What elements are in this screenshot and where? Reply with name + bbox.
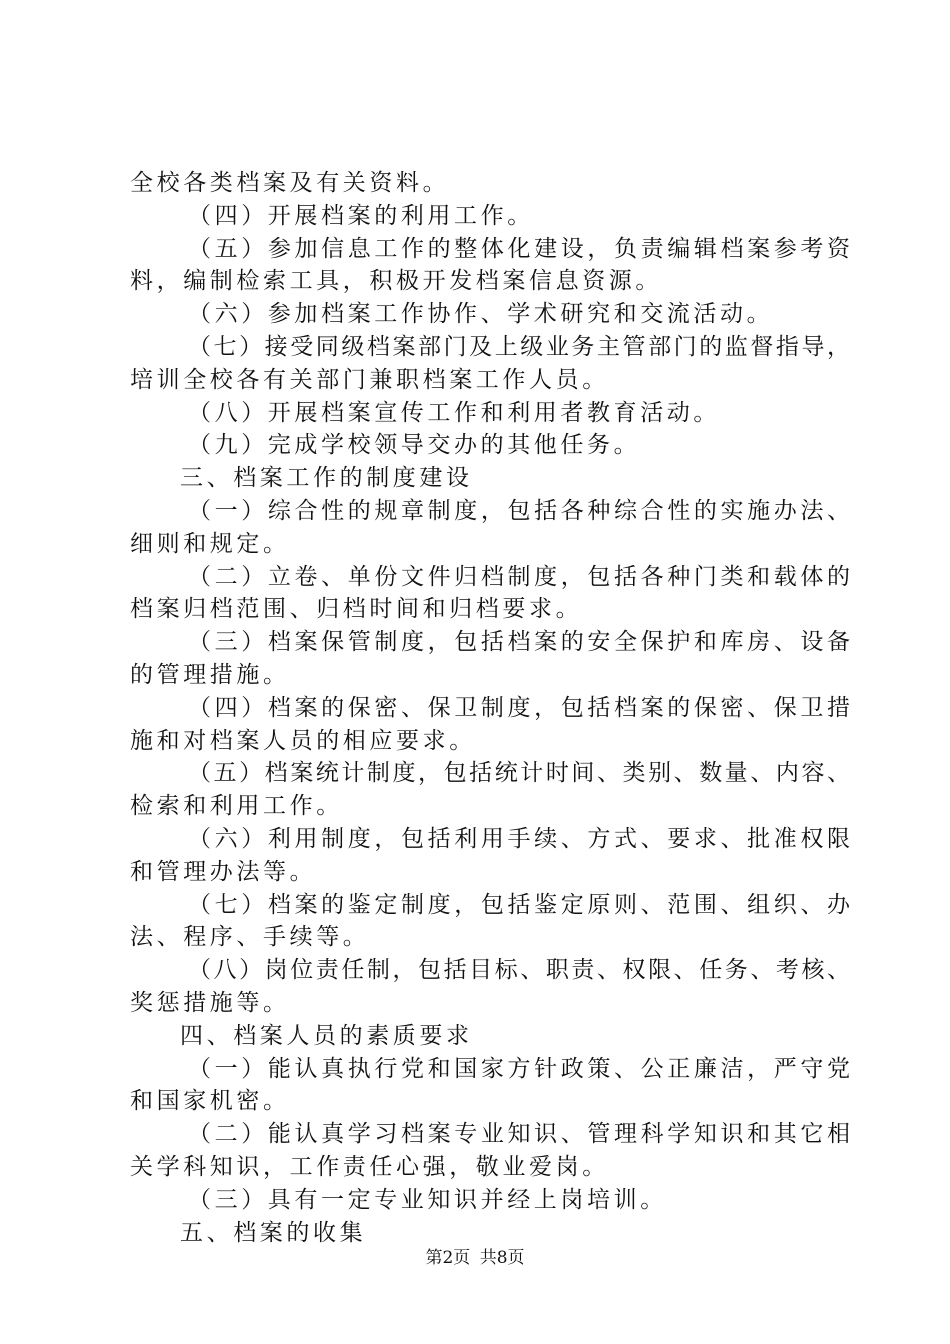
text-line: （六）利用制度，包括利用手续、方式、要求、批准权限	[188, 825, 850, 852]
text-line: 关学科知识，工作责任心强，敬业爱岗。	[130, 1153, 609, 1180]
text-line: （一）能认真执行党和国家方针政策、公正廉洁，严守党	[188, 1055, 850, 1082]
text-line: 施和对档案人员的相应要求。	[130, 727, 476, 754]
text-line: （六）参加档案工作协作、学术研究和交流活动。	[188, 301, 774, 328]
page-number: 第2页	[425, 1248, 471, 1268]
text-line: （二）能认真学习档案专业知识、管理科学知识和其它相	[188, 1121, 850, 1148]
text-line: （三）具有一定专业知识并经上岗培训。	[188, 1186, 667, 1213]
text-line: 的管理措施。	[130, 661, 290, 688]
text-line: （七）档案的鉴定制度，包括鉴定原则、范围、组织、办	[188, 891, 850, 918]
text-line: 五、档案的收集	[180, 1219, 367, 1246]
text-line: 检索和利用工作。	[130, 793, 343, 820]
text-line: （四）档案的保密、保卫制度，包括档案的保密、保卫措	[188, 694, 850, 721]
text-line: （三）档案保管制度，包括档案的安全保护和库房、设备	[188, 629, 850, 656]
text-line: 和管理办法等。	[130, 858, 317, 885]
text-line: 奖惩措施等。	[130, 989, 290, 1016]
text-line: （五）参加信息工作的整体化建设，负责编辑档案参考资	[188, 235, 850, 262]
text-line: 三、档案工作的制度建设	[180, 465, 473, 492]
text-line: （九）完成学校领导交办的其他任务。	[188, 432, 641, 459]
text-line: 档案归档范围、归档时间和归档要求。	[130, 596, 583, 623]
text-line: 四、档案人员的素质要求	[180, 1022, 473, 1049]
text-line: 细则和规定。	[130, 530, 290, 557]
text-line: 培训全校各有关部门兼职档案工作人员。	[130, 366, 609, 393]
page-total: 共8页	[479, 1248, 525, 1268]
text-line: （五）档案统计制度，包括统计时间、类别、数量、内容、	[188, 760, 850, 787]
text-line: 法、程序、手续等。	[130, 924, 370, 951]
text-line: （七）接受同级档案部门及上级业务主管部门的监督指导，	[188, 333, 850, 360]
text-line: 全校各类档案及有关资料。	[130, 170, 450, 196]
document-body	[130, 170, 850, 1252]
text-line: 和国家机密。	[130, 1088, 290, 1115]
text-line: （一）综合性的规章制度，包括各种综合性的实施办法、	[188, 497, 850, 524]
text-line: 料，编制检索工具，积极开发档案信息资源。	[130, 268, 662, 295]
text-line: （二）立卷、单份文件归档制度，包括各种门类和载体的	[188, 563, 850, 590]
text-line: （八）岗位责任制，包括目标、职责、权限、任务、考核、	[188, 957, 850, 984]
text-line: （四）开展档案的利用工作。	[188, 202, 534, 229]
page-footer	[0, 1243, 950, 1268]
text-line: （八）开展档案宣传工作和利用者教育活动。	[188, 399, 720, 426]
